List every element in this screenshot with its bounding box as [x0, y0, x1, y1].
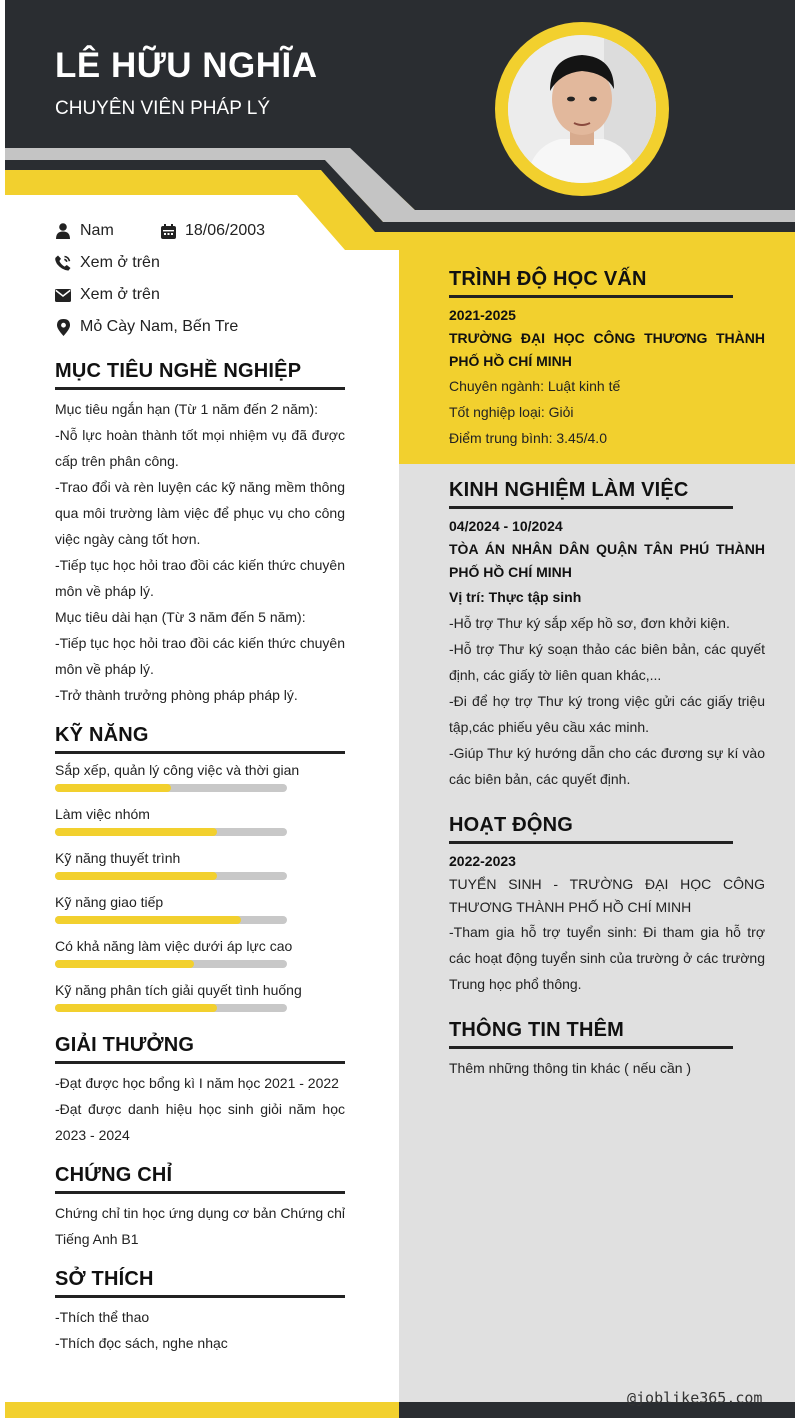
section-title: KINH NGHIỆM LÀM VIỆC	[449, 479, 733, 509]
phone-value: Xem ở trên	[80, 254, 160, 271]
award-line: -Đạt được học bổng kì I năm học 2021 - 2022	[55, 1075, 339, 1091]
right-column	[449, 268, 765, 1095]
address-value: Mỏ Cày Nam, Bến Tre	[80, 318, 239, 335]
skill-item	[55, 848, 345, 880]
more-info-text: Thêm những thông tin khác ( nếu cần )	[449, 1060, 692, 1076]
more-info-section	[449, 1019, 765, 1081]
experience-period: 04/2024 - 10/2024	[449, 518, 563, 534]
skill-item	[55, 760, 345, 792]
header-decoration	[5, 0, 795, 250]
skill-bar-fill	[55, 916, 241, 924]
skill-label: Có khả năng làm việc dưới áp lực cao	[55, 938, 293, 954]
activity-period: 2022-2023	[449, 853, 516, 869]
section-title: HOẠT ĐỘNG	[449, 814, 733, 844]
section-title: CHỨNG CHỈ	[55, 1164, 345, 1194]
email-value: Xem ở trên	[80, 286, 160, 303]
skill-bar-fill	[55, 828, 217, 836]
education-section	[449, 268, 765, 451]
skill-bar	[55, 784, 287, 792]
activity-text: -Tham gia hỗ trợ tuyển sinh: Đi tham gia hỗ trợ các hoạt động tuyển sinh của trường ở các trường Trung học phổ thông.	[449, 924, 765, 992]
experience-section	[449, 479, 765, 792]
section-title: MỤC TIÊU NGHỀ NGHIỆP	[55, 360, 345, 390]
hobby-line: -Thích đọc sách, nghe nhạc	[55, 1335, 228, 1351]
watermark: @joblike365.com	[627, 1389, 763, 1407]
objective-line: -Tiếp tục học hỏi trao đồi các kiến thức chuyên môn về pháp lý.	[55, 557, 345, 599]
education-major: Chuyên ngành: Luật kinh tế	[449, 378, 621, 394]
skill-bar	[55, 1004, 287, 1012]
award-line: -Đạt được danh hiệu học sinh giỏi năm học 2023 - 2024	[55, 1101, 345, 1143]
phone-icon	[55, 255, 71, 271]
activities-section	[449, 814, 765, 997]
skill-item	[55, 980, 345, 1012]
header	[5, 0, 795, 250]
footer-accent-bar	[5, 1402, 399, 1418]
certificates-section	[55, 1164, 345, 1252]
activity-org: TUYỂN SINH - TRƯỜNG ĐẠI HỌC CÔNG THƯƠNG THÀNH PHỐ HỒ CHÍ MINH	[449, 876, 765, 915]
education-period: 2021-2025	[449, 307, 516, 323]
skill-label: Làm việc nhóm	[55, 806, 150, 822]
birthdate-value: 18/06/2003	[185, 222, 266, 239]
avatar	[508, 35, 656, 183]
experience-line: -Hỗ trợ Thư ký sắp xếp hồ sơ, đơn khởi kiện.	[449, 615, 730, 631]
objective-line: Mục tiêu ngắn hạn (Từ 1 năm đến 2 năm):	[55, 401, 319, 417]
experience-line: -Đi để hợ trợ Thư ký trong việc gửi các giấy triệu tập,các phiếu yêu cầu xác minh.	[449, 693, 765, 735]
education-gpa: Điểm trung bình: 3.45/4.0	[449, 430, 607, 446]
objective-line: -Tiếp tục học hỏi trao đồi các kiến thức chuyên môn về pháp lý.	[55, 635, 345, 677]
skill-label: Kỹ năng giao tiếp	[55, 894, 164, 910]
location-icon	[55, 319, 71, 335]
user-icon	[55, 223, 71, 239]
candidate-name: LÊ HỮU NGHĨA	[55, 46, 318, 85]
skills-section	[55, 724, 345, 1012]
objective-line: -Trao đổi và rèn luyện các kỹ năng mềm thông qua môi trường làm việc để phục vụ cho công việc ngày càng tốt hơn.	[55, 479, 345, 547]
email-icon	[55, 287, 71, 303]
objective-line: -Trở thành trưởng phòng pháp pháp lý.	[55, 687, 298, 703]
objective-line: -Nỗ lực hoàn thành tốt mọi nhiệm vụ đã được cấp trên phân công.	[55, 427, 345, 469]
experience-line: -Hỗ trợ Thư ký soạn thảo các biên bản, các quyết định, các giấy tờ liên quan khác,...	[449, 641, 765, 683]
skill-bar	[55, 960, 287, 968]
email-row	[55, 286, 160, 304]
section-title: KỸ NĂNG	[55, 724, 345, 754]
education-school: TRƯỜNG ĐẠI HỌC CÔNG THƯƠNG THÀNH PHỐ HỒ CHÍ MINH	[449, 330, 765, 369]
calendar-icon	[160, 223, 176, 239]
objective-section	[55, 360, 345, 708]
left-column	[55, 360, 345, 1370]
skill-bar	[55, 828, 287, 836]
skill-bar	[55, 916, 287, 924]
skill-item	[55, 804, 345, 836]
address-row	[55, 318, 238, 336]
section-title: THÔNG TIN THÊM	[449, 1019, 733, 1049]
cv-page	[5, 0, 795, 1418]
skill-bar-fill	[55, 960, 194, 968]
section-title: SỞ THÍCH	[55, 1268, 345, 1298]
birthdate-row	[160, 222, 265, 240]
experience-company: TÒA ÁN NHÂN DÂN QUẬN TÂN PHÚ THÀNH PHỐ HỒ CHÍ MINH	[449, 541, 765, 580]
education-grade: Tốt nghiệp loại: Giỏi	[449, 404, 574, 420]
awards-section	[55, 1034, 345, 1148]
candidate-title: CHUYÊN VIÊN PHÁP LÝ	[55, 98, 271, 119]
skill-label: Kỹ năng thuyết trình	[55, 850, 181, 866]
skill-bar	[55, 872, 287, 880]
hobby-line: -Thích thể thao	[55, 1309, 150, 1325]
objective-line: Mục tiêu dài hạn (Từ 3 năm đến 5 năm):	[55, 609, 306, 625]
avatar-photo	[508, 35, 656, 183]
avatar-frame	[495, 22, 669, 196]
section-title: GIẢI THƯỞNG	[55, 1034, 345, 1064]
skill-item	[55, 936, 345, 968]
gender-row	[55, 222, 114, 240]
experience-position: Vị trí: Thực tập sinh	[449, 589, 582, 605]
certificate-text: Chứng chỉ tin học ứng dụng cơ bản Chứng chỉ Tiếng Anh B1	[55, 1205, 345, 1247]
skill-label: Sắp xếp, quản lý công việc và thời gian	[55, 762, 300, 778]
skill-bar-fill	[55, 872, 217, 880]
skill-item	[55, 892, 345, 924]
hobbies-section	[55, 1268, 345, 1356]
skill-bar-fill	[55, 1004, 217, 1012]
skill-label: Kỹ năng phân tích giải quyết tình huống	[55, 982, 302, 998]
gender-value: Nam	[80, 222, 114, 239]
section-title: TRÌNH ĐỘ HỌC VẤN	[449, 268, 733, 298]
skill-bar-fill	[55, 784, 171, 792]
experience-line: -Giúp Thư ký hướng dẫn cho các đương sự kí vào các biên bản, các quyết định.	[449, 745, 765, 787]
phone-row	[55, 254, 160, 272]
